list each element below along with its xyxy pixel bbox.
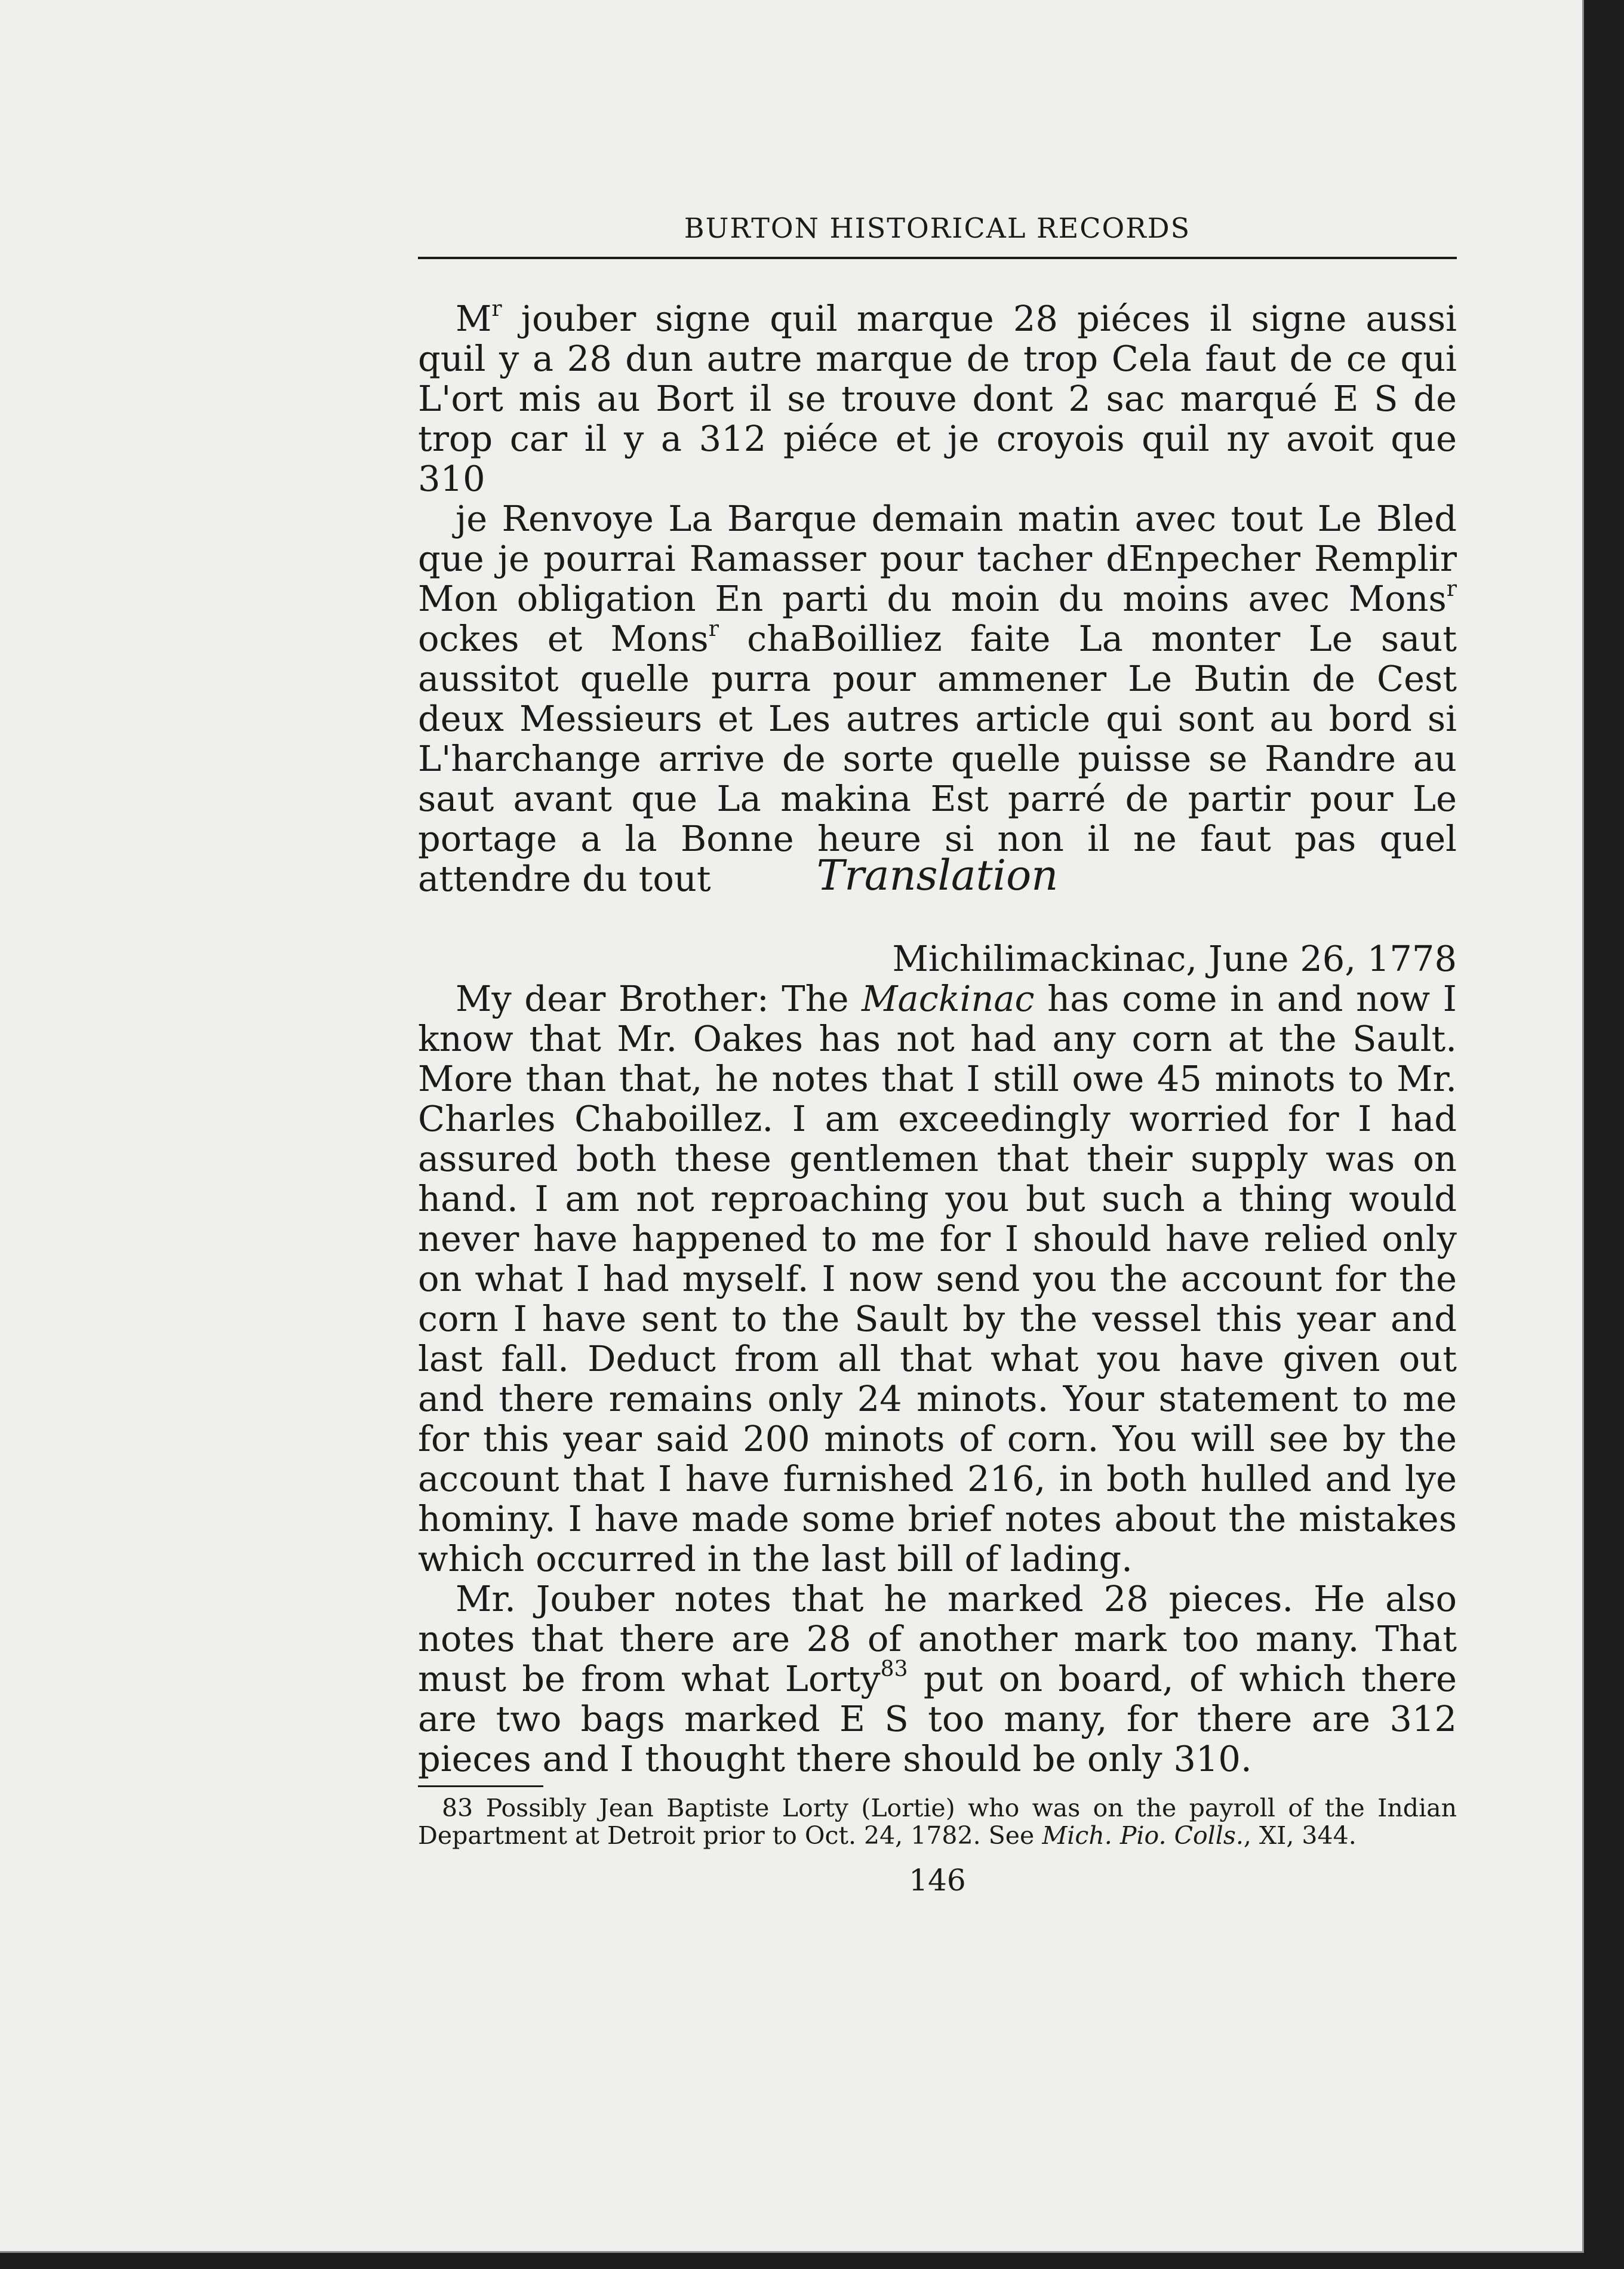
ship-name: Mackinac: [862, 978, 1035, 1019]
paragraph-text: chaBoilliez faite La monter Le saut aussitot quelle purra pour ammener Le Butin de Cest deux Messieurs et Les autres article qui sont au bord si L'harchange arrive de sorte quelle puisse se Randre au saut avant que La makina Est parré de partir pour Le portage a la Bonne heure si non il ne faut pas quel attendre du tout: [418, 618, 1457, 899]
footnote: [418, 1794, 1457, 1849]
french-text: [418, 299, 1457, 899]
translation-paragraph-2: [418, 1579, 1457, 1779]
paragraph-text: Mr. Jouber notes that he marked 28 pieces. He also notes that there are 28 of another mark too many. That must be from what Lorty: [418, 1578, 1457, 1699]
translation-heading-block: [418, 851, 1457, 900]
paragraph-text: My dear Brother: The: [456, 978, 862, 1019]
footnote-rule: [418, 1785, 543, 1787]
paragraph-text: je Renvoye La Barque demain matin avec tout Le Bled que je pourrai Ramasser pour tacher dEnpecher Remplir Mon obligation En parti du moin du moins avec Mons: [418, 498, 1457, 619]
superscript: r: [1446, 577, 1457, 602]
running-head: BURTON HISTORICAL RECORDS: [684, 212, 1191, 244]
translation-text: [418, 939, 1457, 1779]
french-paragraph-1: [418, 299, 1457, 499]
section-title: Translation: [816, 851, 1059, 900]
paragraph-text: jouber signe quil marque 28 piéces il signe aussi quil y a 28 dun autre marque de trop Cela faut de ce qui L'ort mis au Bort il se trouve dont 2 sac marqué E S de trop car il y a 312 piéce et je croyois quil ny avoit que 310: [418, 298, 1457, 499]
word: M: [456, 298, 492, 339]
paragraph-text: ockes et Mons: [418, 618, 709, 659]
footnote-number: 83: [442, 1794, 473, 1822]
superscript: r: [708, 617, 719, 642]
header-rule: [418, 257, 1457, 259]
dateline: Michilimackinac, June 26, 1778: [892, 938, 1457, 979]
page-number: 146: [909, 1863, 966, 1898]
paragraph-text: put on board, of which there are two bags marked E S too many, for there are 312 pieces and I thought there should be only 310.: [418, 1658, 1457, 1779]
footnote-reference: 83: [880, 1657, 908, 1682]
superscript: r: [491, 297, 502, 322]
translation-paragraph-1: [418, 979, 1457, 1579]
footnote-text: , XI, 344.: [1243, 1821, 1357, 1850]
paragraph-text: has come in and now I know that Mr. Oakes has not had any corn at the Sault. More than that, he notes that I still owe 45 minots to Mr. Charles Chaboillez. I am exceedingly worried for I had assured both these gentlemen that their supply was on hand. I am not reproaching you but such a thing would never have happened to me for I should have relied only on what I had myself. I now send you the account for the corn I have sent to the Sault by the vessel this year and last fall. Deduct from all that what you have given out and there remains only 24 minots. Your statement to me for this year said 200 minots of corn. You will see by the account that I have furnished 216, in both hulled and lye hominy. I have made some brief notes about the mistakes which occurred in the last bill of lading.: [418, 978, 1457, 1579]
footnote-text: Possibly Jean Baptiste Lorty (Lortie) who was on the payroll of the Indian Department at Detroit prior to Oct. 24, 1782. See: [418, 1794, 1457, 1850]
footnote-citation: Mich. Pio. Colls.: [1042, 1821, 1244, 1850]
french-paragraph-2: [418, 499, 1457, 899]
